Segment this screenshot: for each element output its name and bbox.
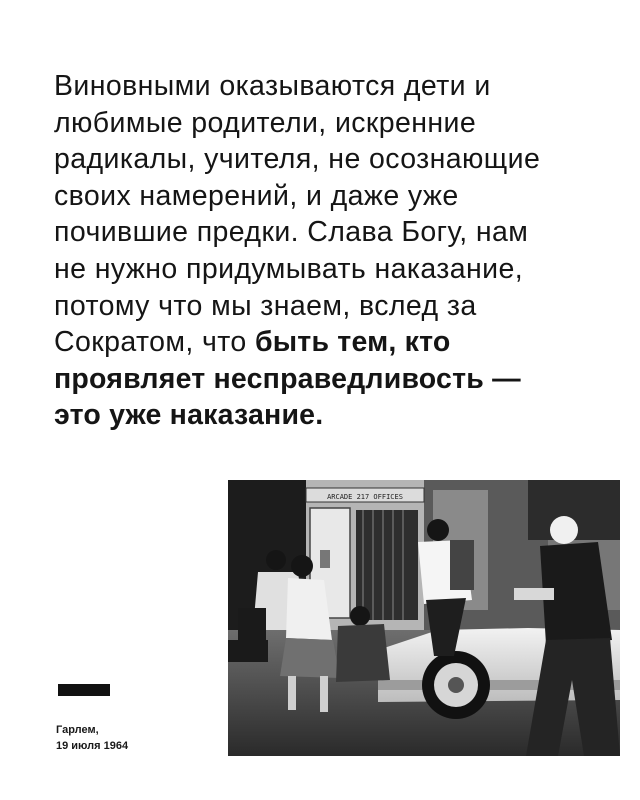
quote-line-10: это уже наказание.	[54, 399, 324, 432]
caption-date: 19 июля 1964	[56, 740, 129, 752]
quote-line-8-bold: быть тем, кто	[254, 326, 451, 359]
quote-line-8	[54, 324, 614, 361]
quote-line-2: любимые родители, искренние	[54, 106, 477, 139]
quote-line-6: не нужно придумывать наказание,	[54, 252, 524, 285]
photo-caption	[56, 722, 128, 754]
quote-line-3: радикалы, учителя, не осознающие	[54, 143, 541, 176]
quote-line-5: почившие предки. Слава Богу, нам	[54, 216, 529, 249]
quote-line-7: потому что мы знаем, вслед за	[54, 289, 477, 322]
quote-line-1: Виновными оказываются дети и	[54, 70, 491, 102]
quote-line-9: проявляет несправедливость —	[54, 362, 521, 395]
quote-text	[54, 68, 614, 434]
decorative-dash	[58, 684, 110, 696]
caption-place: Гарлем,	[56, 724, 99, 736]
arcade-sign-text: ARCADE 217 OFFICES	[327, 493, 403, 501]
quote-line-8-regular: Сократом, что	[54, 326, 255, 359]
harlem-riot-photo	[228, 480, 620, 756]
quote-line-4: своих намерений, и даже уже	[54, 179, 459, 212]
